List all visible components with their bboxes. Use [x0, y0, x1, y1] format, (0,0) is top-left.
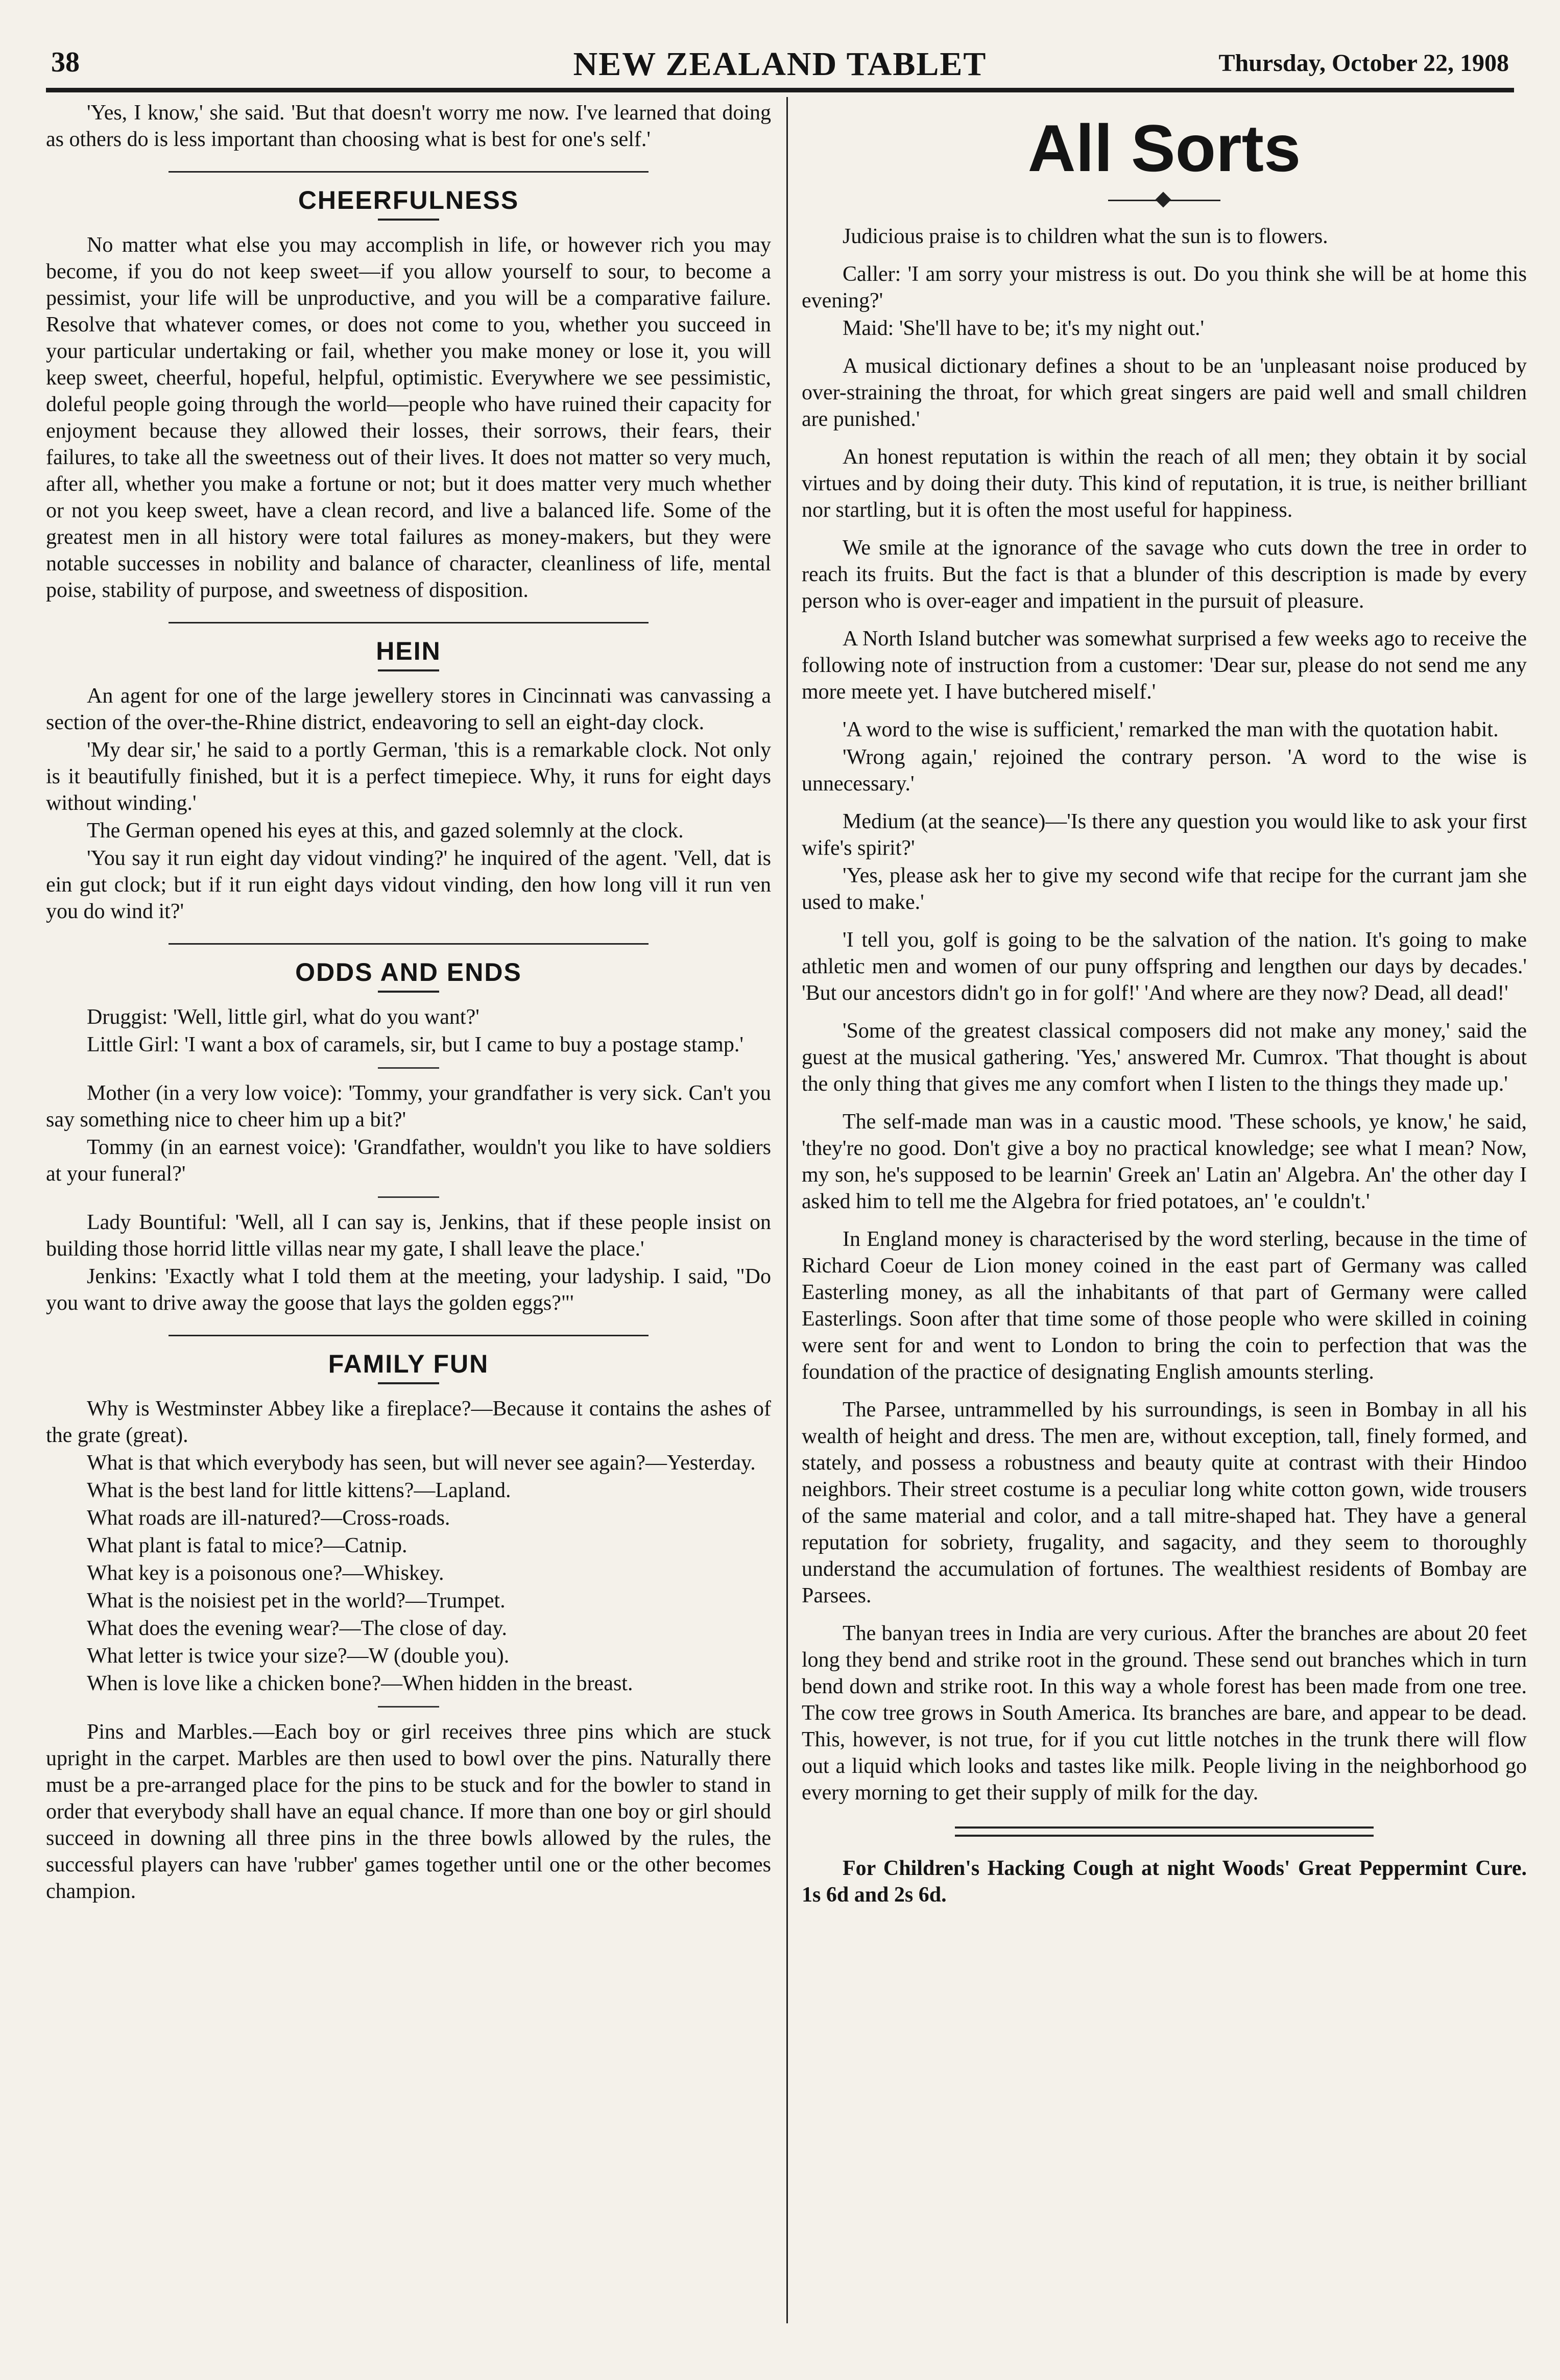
riddle: What does the evening wear?—The close of day. — [87, 1617, 507, 1640]
odds-item: Mother (in a very low voice): 'Tommy, your grandfather is very sick. Can't you say something nice to cheer him up a bit?' — [46, 1081, 771, 1132]
issue-date: Thursday, October 22, 1908 — [1218, 50, 1509, 77]
item-paragraph: The self-made man was in a caustic mood. 'These schools, ye know,' he said, 'they're no good. Don't give a boy no practical knowledge; see what I mean? Now, my son, he's supposed to be learnin' Greek an' Latin an' Algebra. An' the other day I asked him to tell me the Algebra for fried potatoes, an' 'e couldn't.' — [802, 1110, 1527, 1213]
hein-paragraph: The German opened his eyes at this, and gazed solemnly at the clock. — [87, 819, 684, 843]
heading-dash — [378, 1382, 439, 1384]
odds-item: Jenkins: 'Exactly what I told them at the meeting, your ladyship. I said, "Do you want to drive away the goose that lays the golden eggs?"' — [46, 1265, 771, 1315]
page-number: 38 — [51, 46, 80, 78]
cheerfulness-heading: CHEERFULNESS — [298, 186, 519, 214]
section-rule — [169, 622, 649, 623]
odds-item: Lady Bountiful: 'Well, all I can say is, Jenkins, that if these people insist on building those horrid little villas near my gate, I shall leave the place.' — [46, 1211, 771, 1261]
odds-heading: ODDS AND ENDS — [295, 958, 522, 987]
item-paragraph: We smile at the ignorance of the savage who cuts down the tree in order to reach its fruits. But the fact is that a blunder of this description is made by every person who is over-eager and impatient in the pursuit of pleasure. — [802, 536, 1527, 613]
section-rule — [169, 1335, 649, 1336]
riddle: Why is Westminster Abbey like a fireplace?—Because it contains the ashes of the grate (great). — [46, 1397, 771, 1447]
riddle: What is that which everybody has seen, but will never see again?—Yesterday. — [87, 1451, 756, 1475]
item-paragraph: In England money is characterised by the word sterling, because in the time of Richard Coeur de Lion money coined in the east part of Germany was called Easterling money, as all the inhabitants of that part of Germany were called Easterlings. Soon after that time some of those people who were skilled in coining were sent for and went to London to bring the coin to perfection that was the foundation of the practice of designating English amounts sterling. — [802, 1228, 1527, 1384]
pins-and-marbles-paragraph: Pins and Marbles.—Each boy or girl receives three pins which are stuck upright in the carpet. Marbles are then used to bowl over the pins. Naturally there must be a pre-arranged place for the pins to be stuck and for the bowler to stand in order that everybody shall have an equal chance. If more than one boy or girl should succeed in downing all three pins in the three bowls allowed by the rules, the successful players can have 'rubber' games together until one or the other becomes champion. — [46, 1720, 771, 1903]
item-paragraph: Medium (at the seance)—'Is there any question you would like to ask your first wife's spirit?' — [802, 810, 1527, 860]
masthead — [46, 42, 1514, 92]
advertisement: For Children's Hacking Cough at night Woods' Great Peppermint Cure. 1s 6d and 2s 6d. — [802, 1857, 1527, 1907]
riddle: What is the noisiest pet in the world?—Trumpet. — [87, 1589, 506, 1613]
separator-rule — [378, 1067, 439, 1069]
heading-dash — [378, 991, 439, 993]
item-paragraph: The banyan trees in India are very curious. After the branches are about 20 feet long they bend and strike root in the ground. These send out branches which in turn bend down and strike root. In this way a whole forest has been made from one tree. The cow tree grows in South America. Its branches are bare, and appear to be dead. This, however, is not true, for if you cut little notches in the trunk there will flow out a liquid which looks and tastes like milk. People living in the neighborhood go every morning to get their supply of milk for the day. — [802, 1622, 1527, 1805]
item-paragraph: 'Some of the greatest classical composers did not make any money,' said the guest at the musical gathering. 'Yes,' answered Mr. Cumrox. 'That thought is about the only thing that gives me any comfort when I listen to the things they made up.' — [802, 1019, 1527, 1096]
separator-rule — [378, 1196, 439, 1198]
hein-heading: HEIN — [376, 637, 441, 665]
item-paragraph: Maid: 'She'll have to be; it's my night out.' — [843, 317, 1205, 340]
heading-dash — [378, 669, 439, 671]
item-paragraph: A North Island butcher was somewhat surprised a few weeks ago to receive the following note of instruction from a customer: 'Dear sur, please do not send me any more meete yet. I have butchered miself.' — [802, 627, 1527, 704]
hein-paragraph: An agent for one of the large jewellery stores in Cincinnati was canvassing a section of the over-the-Rhine district, endeavoring to sell an eight-day clock. — [46, 684, 771, 734]
section-rule — [169, 943, 649, 945]
riddle: What plant is fatal to mice?—Catnip. — [87, 1534, 407, 1557]
hein-paragraph: 'You say it run eight day vidout vinding?' he inquired of the agent. 'Vell, dat is ein gut clock; but if it run eight days vidout vinding, den how long vill it run ven you do wind it?' — [46, 847, 771, 923]
item-paragraph: The Parsee, untrammelled by his surroundings, is seen in Bombay in all his wealth of height and dress. The men are, without exception, tall, finely formed, and stately, and possess a robustness and beauty quite at contrast with their Hindoo neighbors. Their street costume is a peculiar long white cotton gown, wide trousers of the same material and color, and a tall mitre-shaped hat. They have a general reputation for sobriety, frugality, and sagacity, and they seem to thoroughly understand the accumulation of fortunes. The wealthiest residents of Bombay are Parsees. — [802, 1398, 1527, 1607]
item-paragraph: Judicious praise is to children what the sun is to flowers. — [843, 225, 1328, 248]
double-rule — [955, 1826, 1374, 1837]
riddle: When is love like a chicken bone?—When hidden in the breast. — [87, 1672, 633, 1695]
item-paragraph: 'Wrong again,' rejoined the contrary person. 'A word to the wise is unnecessary.' — [802, 746, 1527, 796]
item-paragraph: An honest reputation is within the reach of all men; they obtain it by social virtues and by doing their duty. This kind of reputation, it is true, is neither brilliant nor startling, but it is often the most useful for happiness. — [802, 445, 1527, 522]
newspaper-title: NEW ZEALAND TABLET — [573, 45, 987, 83]
intro-paragraph: 'Yes, I know,' she said. 'But that doesn't worry me now. I've learned that doing as others do is less important than choosing what is best for one's self.' — [46, 101, 771, 151]
item-paragraph: 'Yes, please ask her to give my second wife that recipe for the currant jam she used to make.' — [802, 864, 1527, 914]
section-rule — [169, 171, 649, 173]
riddle: What key is a poisonous one?—Whiskey. — [87, 1561, 444, 1585]
family-fun-heading: FAMILY FUN — [328, 1350, 489, 1378]
all-sorts-heading: All Sorts — [1027, 111, 1301, 185]
odds-item: Little Girl: 'I want a box of caramels, sir, but I came to buy a postage stamp.' — [87, 1033, 743, 1056]
item-paragraph: 'A word to the wise is sufficient,' remarked the man with the quotation habit. — [843, 718, 1499, 741]
riddle: What letter is twice your size?—W (double you). — [87, 1644, 510, 1668]
right-column — [802, 100, 1527, 1913]
odds-item: Druggist: 'Well, little girl, what do you want?' — [87, 1005, 479, 1029]
hein-paragraph: 'My dear sir,' he said to a portly German, 'this is a remarkable clock. Not only is it beautifully finished, but it is a perfect timepiece. Why, it runs for eight days without winding.' — [46, 738, 771, 815]
column-divider — [786, 97, 788, 2323]
separator-rule — [378, 1706, 439, 1708]
item-paragraph: Caller: 'I am sorry your mistress is out. Do you think she will be at home this evening?' — [802, 262, 1527, 312]
diamond-ornament-icon — [1108, 193, 1220, 208]
item-paragraph: A musical dictionary defines a shout to be an 'unpleasant noise produced by over-straining the throat, for which great singers are paid well and small children are punished.' — [802, 354, 1527, 431]
heading-dash — [378, 219, 439, 221]
riddle: What roads are ill-natured?—Cross-roads. — [87, 1506, 450, 1530]
item-paragraph: 'I tell you, golf is going to be the salvation of the nation. It's going to make athletic men and women of our puny offspring and lengthen our days by decades.' 'But our ancestors didn't go in for golf!' 'And where are they now? Dead, all dead!' — [802, 928, 1527, 1005]
riddle: What is the best land for little kittens?—Lapland. — [87, 1479, 511, 1502]
left-column — [46, 100, 771, 1910]
cheerfulness-paragraph: No matter what else you may accomplish in life, or however rich you may become, if you do not keep sweet—if you allow yourself to sour, to become a pessimist, your life will be unproductive, and you will be a comparative failure. Resolve that whatever comes, or does not come to you, whether you succeed in your particular undertaking or fail, whether you make money or lose it, you will keep sweet, cheerful, hopeful, helpful, optimistic. Everywhere we see pessimistic, doleful people going through the world—people who have ruined their capacity for enjoyment because they allowed their losses, their sorrows, their fears, their failures, to take all the sweetness out of their lives. It does not matter so very much, after all, whether you make a fortune or not; but it does matter very much whether or not you keep sweet, have a clean record, and live a balanced life. Some of the greatest men in all history were total failures as money-makers, but they were notable successes in nobility and balance of character, cleanliness of life, mental poise, stability of purpose, and sweetness of disposition. — [46, 233, 771, 602]
odds-item: Tommy (in an earnest voice): 'Grandfather, wouldn't you like to have soldiers at your funeral?' — [46, 1136, 771, 1186]
